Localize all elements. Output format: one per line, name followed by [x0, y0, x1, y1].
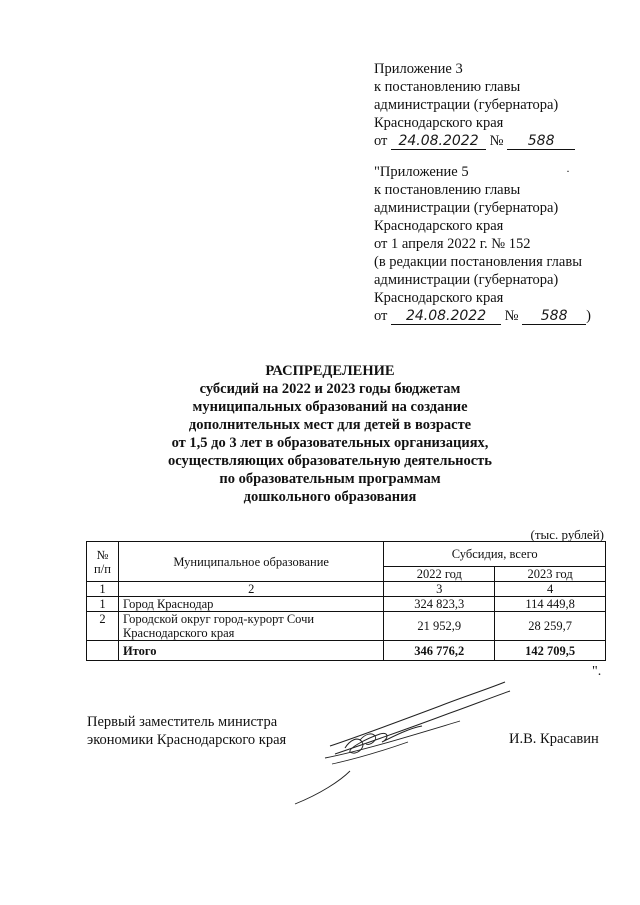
row-value-2022: 21 952,9	[384, 612, 495, 641]
header-num: № п/п	[87, 542, 119, 582]
signer-position-line: экономики Краснодарского края	[87, 732, 287, 748]
header-year-2023: 2023 год	[495, 567, 606, 582]
handwritten-signature	[290, 676, 520, 811]
table-header-row	[87, 542, 606, 567]
title-line: субсидий на 2022 и 2023 годы бюджетам	[199, 381, 461, 397]
colnum-cell: 2	[118, 582, 383, 597]
appendix-line: администрации (губернатора)	[374, 272, 559, 288]
handwritten-number: 588	[507, 133, 575, 150]
title-line: осуществляющих образовательную деятельность	[168, 453, 492, 469]
total-value-2022: 346 776,2	[384, 641, 495, 661]
appendix-line: к постановлению главы	[374, 182, 521, 198]
appendix-date-line	[374, 307, 591, 325]
title-line: по образовательным программам	[219, 471, 441, 487]
header-subsidy: Субсидия, всего	[384, 542, 606, 567]
colnum-cell: 1	[87, 582, 119, 597]
row-num: 2	[87, 612, 119, 641]
number-label: №	[489, 133, 504, 149]
handwritten-date: 24.08.2022	[391, 308, 501, 325]
document-title	[140, 362, 520, 506]
signer-position	[87, 713, 286, 749]
row-value-2023: 28 259,7	[495, 612, 606, 641]
handwritten-date: 24.08.2022	[391, 133, 486, 150]
total-label: Итого	[118, 641, 383, 661]
row-entity: Город Краснодар	[118, 597, 383, 612]
row-num: 1	[87, 597, 119, 612]
appendix-date-line	[374, 132, 575, 150]
appendix-line: Краснодарского края	[374, 115, 504, 131]
table-total-row	[87, 641, 606, 661]
appendix-line: администрации (губернатора)	[374, 200, 559, 216]
appendix-title: "Приложение 5	[374, 164, 469, 180]
header-year-2022: 2022 год	[384, 567, 495, 582]
title-line: РАСПРЕДЕЛЕНИЕ	[265, 363, 395, 379]
appendix-line: Краснодарского края	[374, 290, 504, 306]
title-line: дошкольного образования	[243, 489, 417, 505]
row-entity-line: Городской округ город-курорт Сочи	[122, 612, 315, 626]
close-paren: )	[586, 308, 591, 324]
table-row	[87, 612, 606, 641]
row-value-2023: 114 449,8	[495, 597, 606, 612]
closing-quote: ".	[592, 664, 602, 679]
title-line: от 1,5 до 3 лет в образовательных организациях,	[171, 435, 489, 451]
units-note: (тыс. рублей)	[530, 527, 604, 542]
stray-mark: ·	[566, 164, 570, 178]
number-label: №	[504, 308, 519, 324]
table-row	[87, 597, 606, 612]
handwritten-number: 588	[522, 308, 586, 325]
total-empty-cell	[87, 641, 119, 661]
subsidy-table	[86, 541, 606, 661]
column-number-row	[87, 582, 606, 597]
from-label: от	[374, 133, 388, 149]
row-value-2022: 324 823,3	[384, 597, 495, 612]
appendix-line: к постановлению главы	[374, 79, 521, 95]
appendix-5-block	[374, 163, 591, 325]
appendix-title: Приложение 3	[374, 61, 463, 77]
title-line: муниципальных образований на создание	[192, 399, 468, 415]
colnum-cell: 4	[495, 582, 606, 597]
appendix-line: администрации (губернатора)	[374, 97, 559, 113]
title-line: дополнительных мест для детей в возрасте	[188, 417, 472, 433]
row-entity-line: Краснодарского края	[122, 626, 235, 640]
signer-position-line: Первый заместитель министра	[87, 714, 278, 730]
row-entity	[118, 612, 383, 641]
header-entity: Муниципальное образование	[118, 542, 383, 582]
appendix-line: от 1 апреля 2022 г. № 152	[374, 236, 531, 252]
from-label: от	[374, 308, 388, 324]
appendix-3-block	[374, 60, 575, 150]
appendix-line: Краснодарского края	[374, 218, 504, 234]
signer-name: И.В. Красавин	[509, 731, 599, 747]
total-value-2023: 142 709,5	[495, 641, 606, 661]
colnum-cell: 3	[384, 582, 495, 597]
appendix-line: (в редакции постановления главы	[374, 254, 582, 270]
